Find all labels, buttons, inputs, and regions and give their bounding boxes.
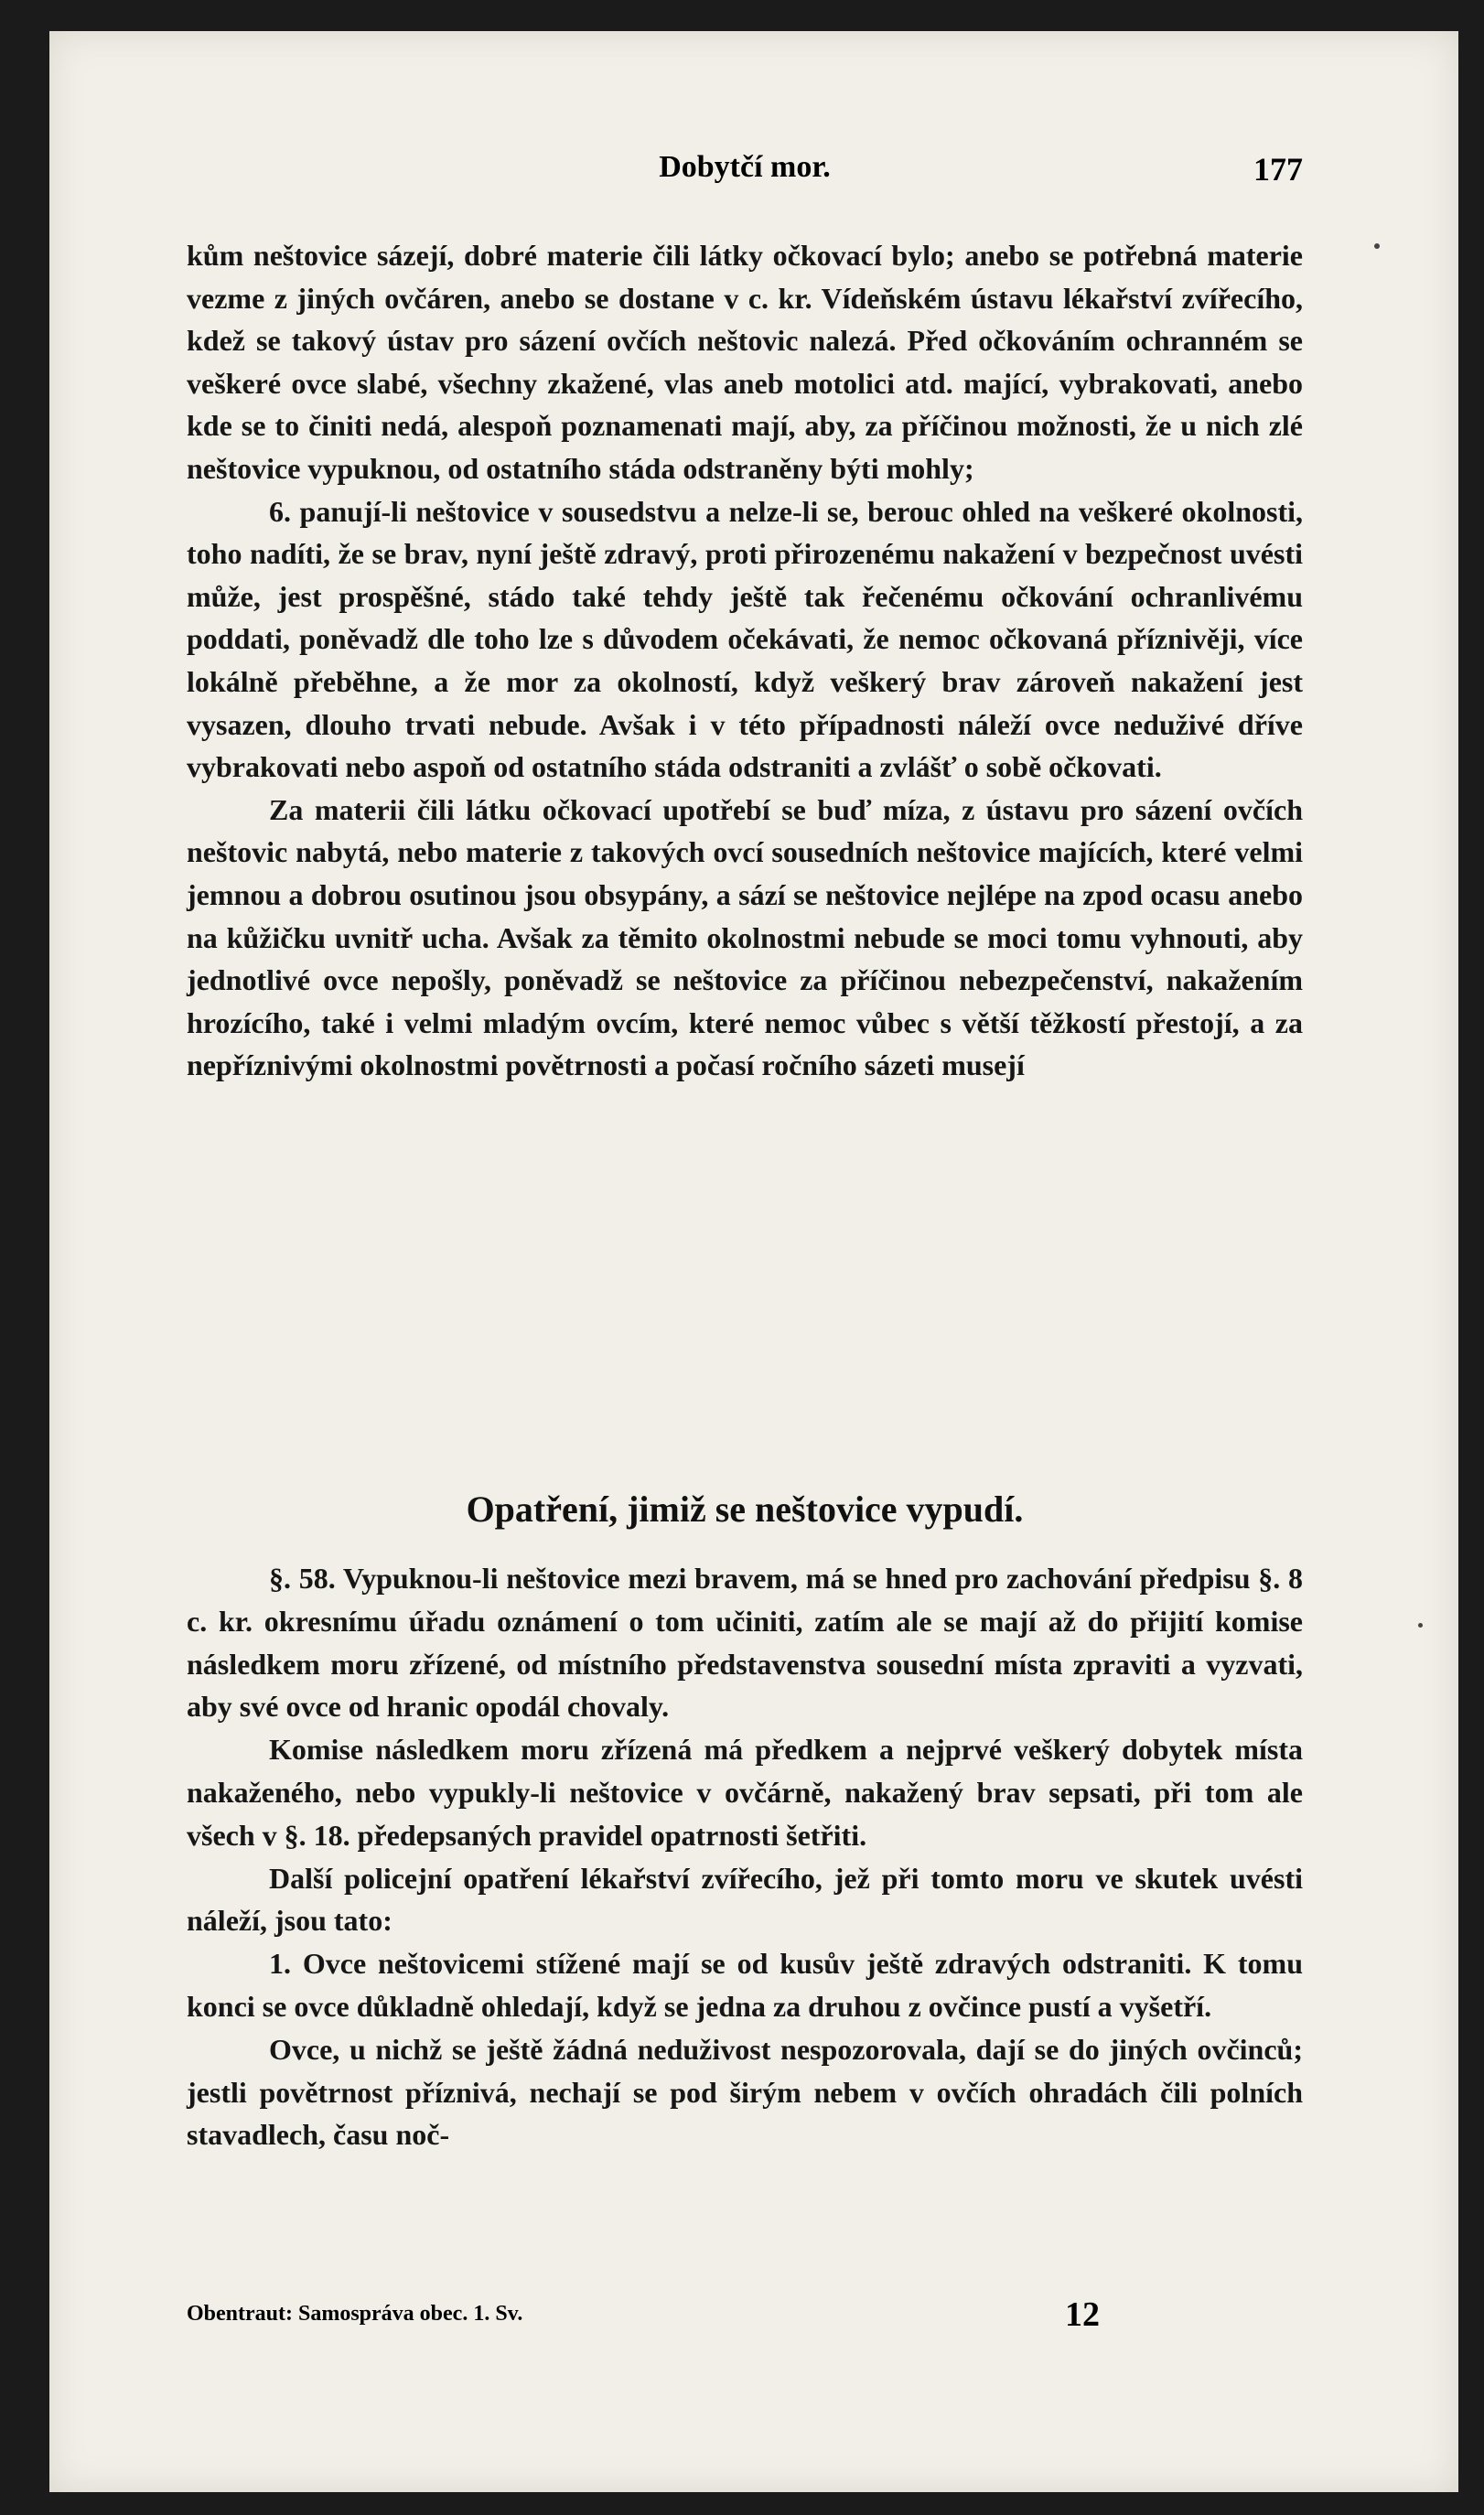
print-speck <box>1374 243 1380 249</box>
paragraph-5: Komise následkem moru zřízená má předkem a nejprvé veškerý dobytek místa nakaženého, nebo vypukly-li neštovice v ovčárně, nakažený brav sepsati, při tom ale všech v §. 18. předepsaných pravidel opatrnosti šetřiti. <box>187 1733 1303 1852</box>
running-head: Dobytčí mor. <box>659 150 831 184</box>
page-header <box>187 150 1303 205</box>
book-page <box>49 31 1458 2492</box>
paragraph-3: Za materii čili látku očkovací upotřebí se buď míza, z ústavu pro sázení ovčích neštovic nabytá, nebo materie z takových ovcí sousedních neštovice majících, které velmi jemnou a dobrou osutinou jsou obsypány, a sází se neštovice nejlépe na zpod ocasu anebo na kůžičku uvnitř ucha. Avšak za těmito okolnostmi nebude se moci tomu vyhnouti, aby jednotlivé ovce nepošly, poněvadž se neštovice za příčinou nebezpečenství, nakažením hrozícího, také i velmi mladým ovcím, které nemoc vůbec s větší těžkostí přestojí, a za nepříznivými okolnostmi povětrnosti a počasí ročního sázeti musejí <box>187 792 1303 1082</box>
main-text-top <box>187 234 1303 1087</box>
page-number: 177 <box>1253 151 1303 188</box>
paragraph-7: 1. Ovce neštovicemi stížené mají se od kusův ještě zdravých odstraniti. K tomu konci se ovce důkladně ohledají, když se jedna za druhou z ovčince pustí a vyšetří. <box>187 1947 1303 2023</box>
main-text-bottom <box>187 1557 1303 2156</box>
footer-citation: Obentraut: Samospráva obec. 1. Sv. <box>187 2302 523 2326</box>
paragraph-8: Ovce, u nichž se ještě žádná neduživost nespozorovala, dají se do jiných ovčinců; jestli povětrnost příznivá, nechají se pod širým nebem v ovčích ohradách čili polních stavadlech, času noč- <box>187 2032 1303 2152</box>
paragraph-2: 6. panují-li neštovice v sousedstvu a nelze-li se, berouc ohled na veškeré okolnosti, toho nadíti, že se brav, nyní ještě zdravý, proti přirozenému nakažení v bezpečnost uvésti může, jest prospěšné, stádo také tehdy ještě tak řečenému očkování ochranlivému poddati, poněvadž dle toho lze s důvodem očekávati, že nemoc očkovaná příznivěji, více lokálně přeběhne, a že mor za okolností, když veškerý brav zároveň nakažení jest vysazen, dlouho trvati nebude. Avšak i v této případnosti náleží ovce neduživé dříve vybrakovati nebo aspoň od ostatního stáda odstraniti a zvlášť o sobě očkovati. <box>187 494 1303 784</box>
signature-mark: 12 <box>1065 2295 1100 2334</box>
paragraph-4: §. 58. Vypuknou-li neštovice mezi bravem, má se hned pro zachování předpisu §. 8 c. kr. okresnímu úřadu oznámení o tom učiniti, zatím ale se mají až do přijití komise následkem moru zřízené, od místního představenstva sousední místa zpraviti a vyzvati, aby své ovce od hranic opodál chovaly. <box>187 1562 1303 1724</box>
page-footer <box>187 2295 1303 2340</box>
section-heading: Opatření, jimiž se neštovice vypudí. <box>466 1489 1024 1530</box>
print-speck <box>1418 1623 1423 1628</box>
paragraph-6: Další policejní opatření lékařství zvířecího, jež při tomto moru ve skutek uvésti náleží, jsou tato: <box>187 1861 1303 1938</box>
paragraph-1: kům neštovice sázejí, dobré materie čili látky očkovací bylo; anebo se potřebná materie vezme z jiných ovčáren, anebo se dostane v c. kr. Vídeňském ústavu lékařství zvířecího, kdež se takový ústav pro sázení ovčích neštovic nalezá. Před očkováním ochranném se veškeré ovce slabé, všechny zkažené, vlas aneb motolici atd. mající, vybrakovati, anebo kde se to činiti nedá, alespoň poznamenati mají, aby, za příčinou možnosti, že u nich zlé neštovice vypuknou, od ostatního stáda odstraněny býti mohly; <box>187 239 1303 485</box>
